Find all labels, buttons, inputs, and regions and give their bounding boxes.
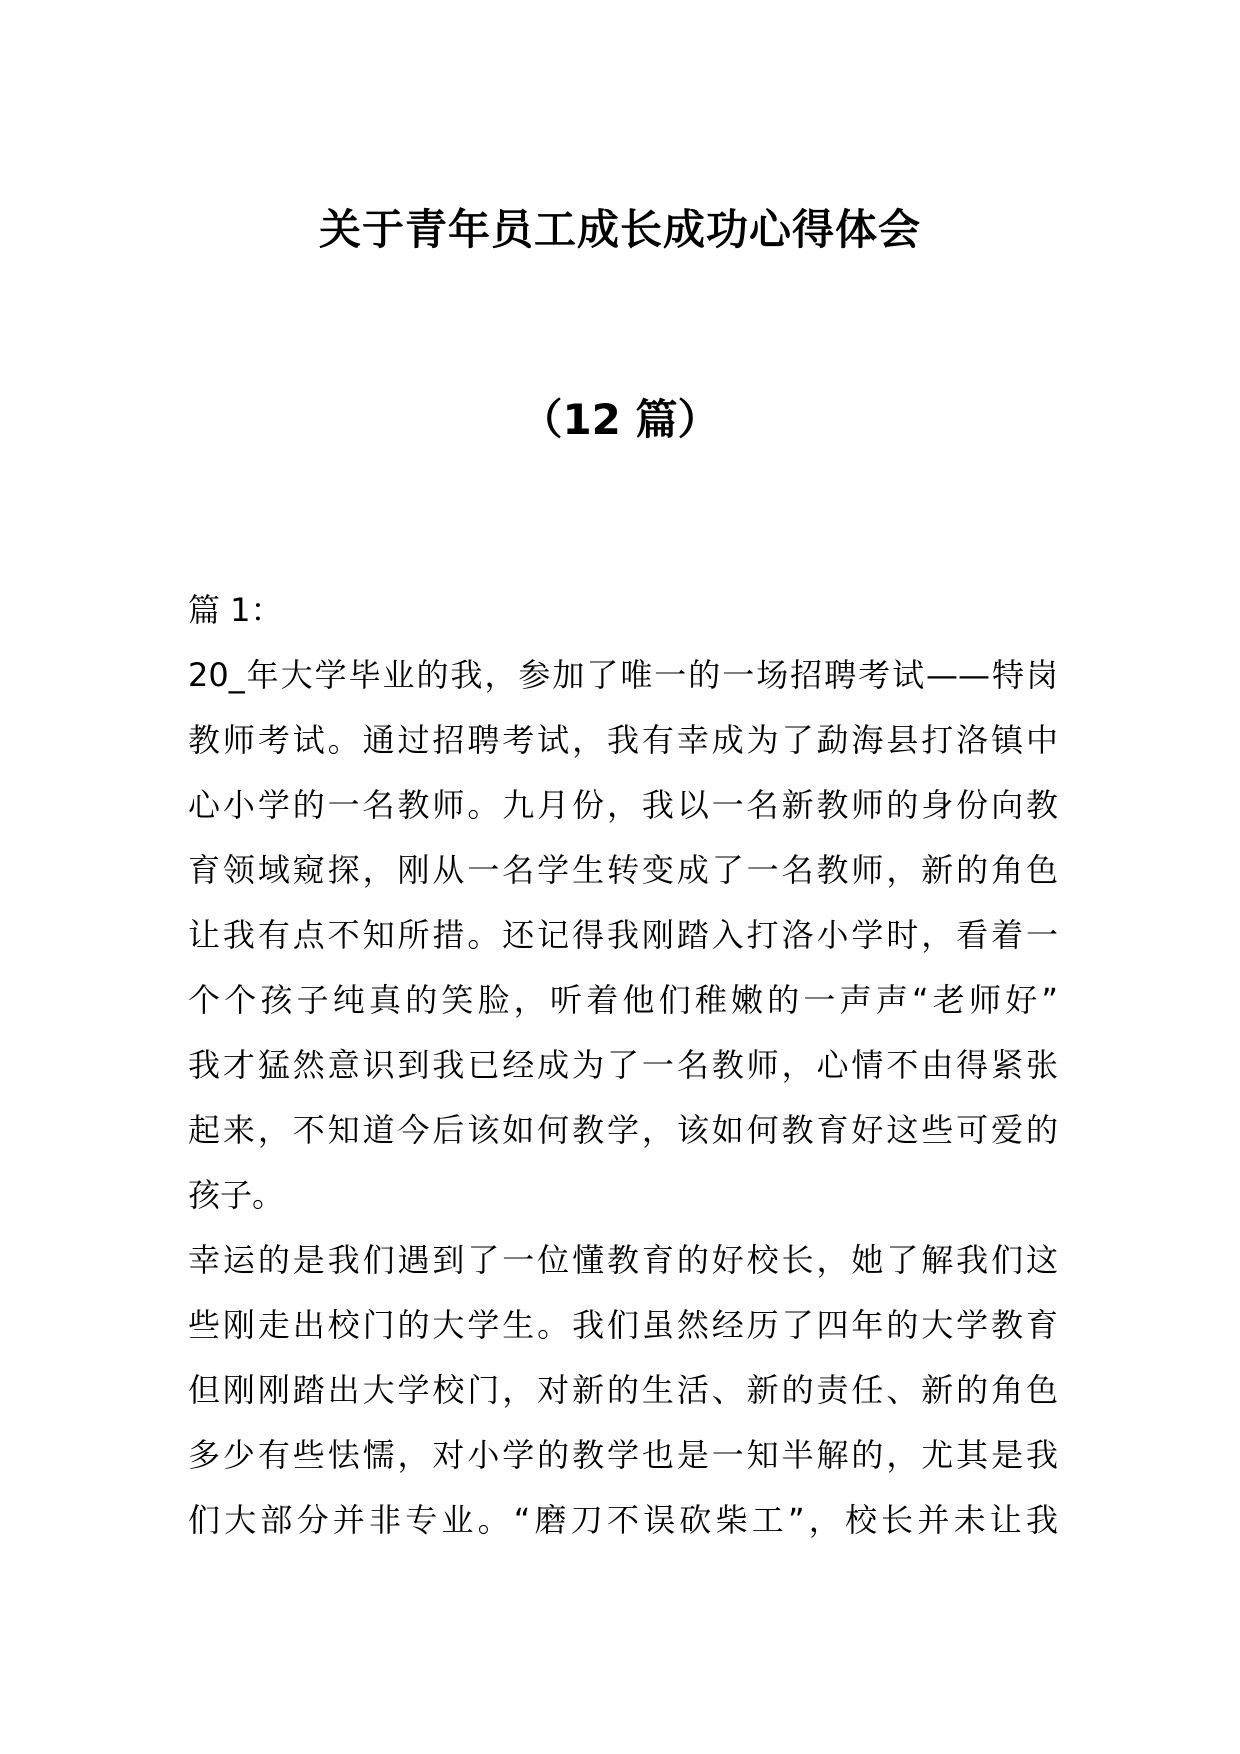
paragraph bbox=[188, 643, 1058, 1228]
text-line: 幸运的是我们遇到了一位懂教育的好校长，她了解我们这 bbox=[188, 1241, 1058, 1279]
section-heading: 篇 1： bbox=[188, 591, 283, 629]
text-line: 我才猛然意识到我已经成为了一名教师，心情不由得紧张 bbox=[188, 1046, 1058, 1084]
document-body bbox=[188, 578, 1058, 1553]
text-line: 教师考试。通过招聘考试，我有幸成为了勐海县打洛镇中 bbox=[188, 721, 1058, 759]
document-subtitle: （12 篇） bbox=[520, 395, 720, 444]
text-line: 心小学的一名教师。九月份，我以一名新教师的身份向教 bbox=[188, 786, 1058, 824]
paragraph bbox=[188, 1228, 1058, 1553]
text-line: 孩子。 bbox=[188, 1176, 285, 1214]
text-line: 育领域窥探，刚从一名学生转变成了一名教师，新的角色 bbox=[188, 851, 1058, 889]
text-line: 让我有点不知所措。还记得我刚踏入打洛小学时，看着一 bbox=[188, 916, 1058, 954]
text-line: 个个孩子纯真的笑脸，听着他们稚嫩的一声声“老师好” bbox=[188, 981, 1058, 1019]
text-line: 些刚走出校门的大学生。我们虽然经历了四年的大学教育 bbox=[188, 1306, 1058, 1344]
text-line: 多少有些怯懦，对小学的教学也是一知半解的，尤其是我 bbox=[188, 1436, 1058, 1474]
text-line: 起来，不知道今后该如何教学，该如何教育好这些可爱的 bbox=[188, 1111, 1058, 1149]
text-line: 们大部分并非专业。“磨刀不误砍柴工”，校长并未让我 bbox=[188, 1501, 1058, 1539]
text-line: 但刚刚踏出大学校门，对新的生活、新的责任、新的角色 bbox=[188, 1371, 1058, 1409]
text-line: 20_年大学毕业的我，参加了唯一的一场招聘考试——特岗 bbox=[188, 656, 1058, 694]
document-title: 关于青年员工成长成功心得体会 bbox=[318, 205, 921, 254]
